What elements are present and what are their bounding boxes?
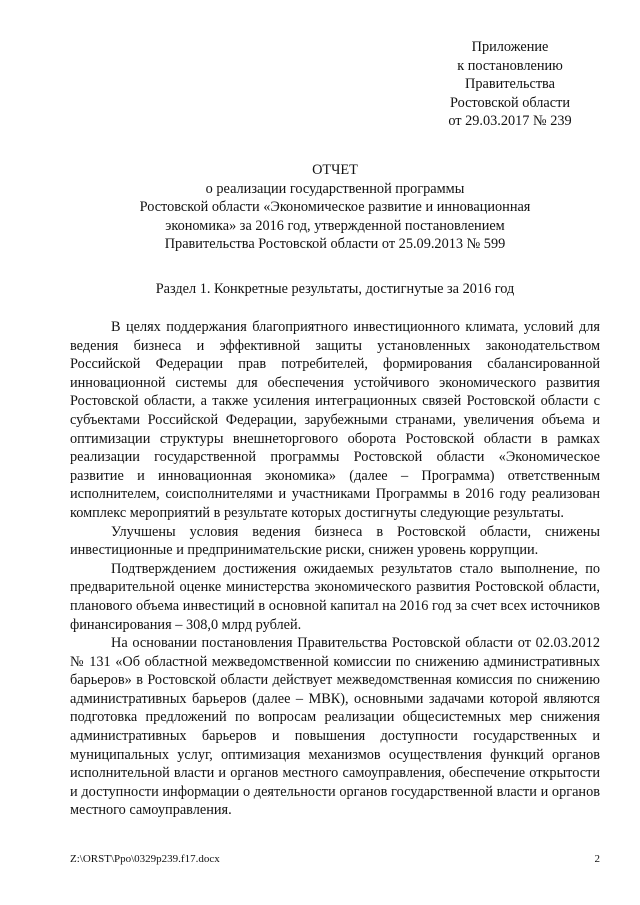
appendix-line: Приложение	[471, 39, 549, 55]
report-subtitle-line: Ростовской области «Экономическое развитие и инновационная	[139, 199, 531, 216]
paragraph: Улучшены условия ведения бизнеса в Ростовской области, снижены инвестиционные и предпринимательские риски, снижен уровень коррупции.	[70, 523, 600, 559]
report-subtitle-line: Правительства Ростовской области от 25.09.2013 № 599	[164, 236, 506, 253]
appendix-line: Ростовской области	[449, 94, 571, 111]
paragraph: На основании постановления Правительства Ростовской области от 02.03.2012 № 131 «Об областной межведомственной комиссии по снижению административных барьеров» в Ростовской области действует межведомственная комиссия по снижению административных барьеров (далее – МВК), основными задачами которой являются подготовка предложений по вопросам реализации общесистемных мер снижения административных барьеров и повышения доступности государственных и муниципальных услуг, оптимизация механизмов осуществления функций органов исполнительной власти и органов местного самоуправления, обеспечение открытости и доступности информации о деятельности органов государственной власти и органов местного самоуправления.	[70, 635, 600, 819]
body-text	[70, 318, 600, 820]
paragraph: В целях поддержания благоприятного инвестиционного климата, условий для ведения бизнеса и эффективной защиты установленных законодательством Российской Федерации прав потребителей, формирования сбалансированной инновационной системы для обеспечения устойчивого экономического развития Ростовской области, а также усиления интеграционных связей Ростовской области с субъектами Российской Федерации, зарубежными странами, увеличения объема и оптимизации структуры внешнеторгового оборота Ростовской области в рамках реализации государственной программы Ростовской области «Экономическое развитие и инновационная экономика» (далее – Программа) ответственным исполнителем, соисполнителями и участниками Программы в 2016 году реализован комплекс мероприятий в результате которых достигнуты следующие результаты.	[70, 319, 600, 521]
report-title: ОТЧЕТ	[312, 162, 358, 178]
page-number: 2	[594, 853, 600, 865]
appendix-block	[420, 38, 600, 131]
report-subtitle-line: экономика» за 2016 год, утвержденной постановлением	[165, 217, 505, 234]
appendix-line: Правительства	[465, 76, 555, 93]
appendix-line: к постановлению	[457, 57, 563, 74]
report-heading	[70, 161, 600, 254]
footer-file-path: Z:\ORST\Ppo\0329p239.f17.docx	[70, 853, 220, 865]
appendix-line: от 29.03.2017 № 239	[448, 113, 572, 130]
paragraph: Подтверждением достижения ожидаемых результатов стало выполнение, по предварительной оценке министерства экономического развития Ростовской области, планового объема инвестиций в основной капитал на 2016 год за счет всех источников финансирования – 308,0 млрд рублей.	[70, 560, 600, 633]
section-title: Раздел 1. Конкретные результаты, достигнутые за 2016 год	[155, 281, 515, 297]
report-subtitle-line: о реализации государственной программы	[205, 180, 465, 197]
